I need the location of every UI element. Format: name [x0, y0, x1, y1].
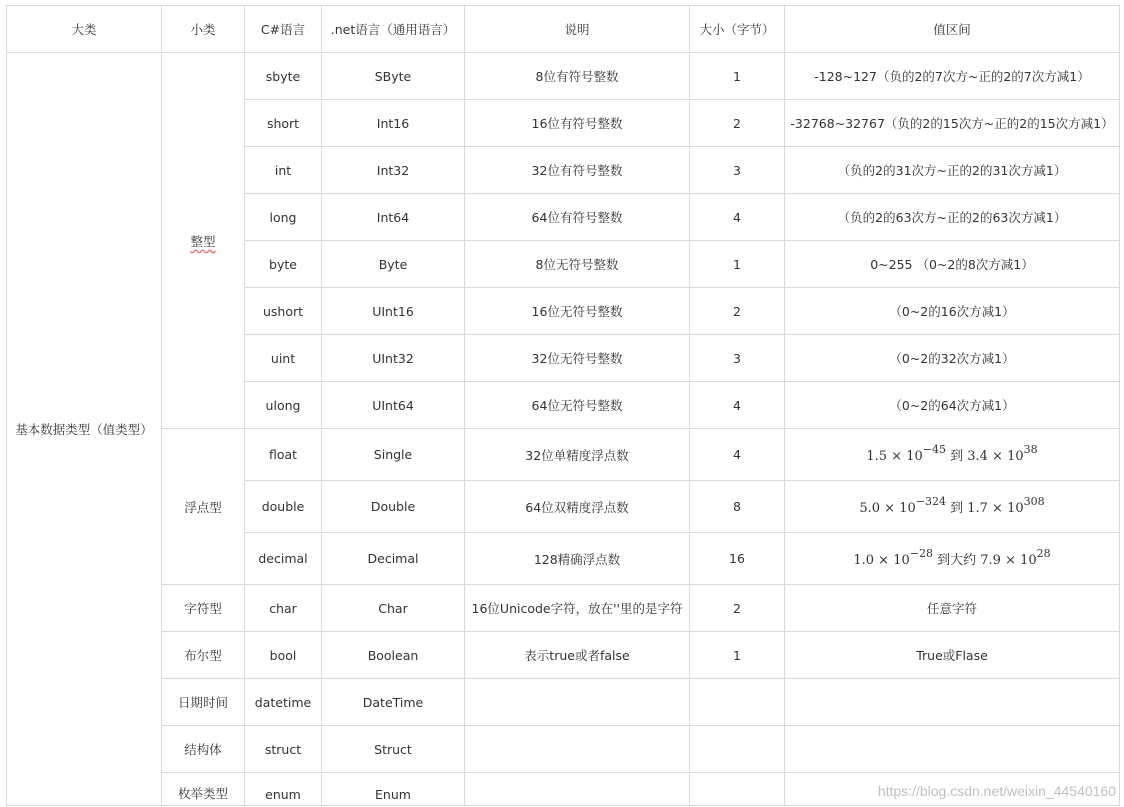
- data-types-table: [6, 5, 1120, 806]
- range: [785, 726, 1120, 773]
- description: 32位无符号整数: [465, 335, 690, 382]
- subcategory-enum: 枚举类型: [162, 773, 245, 806]
- range: True或Flase: [785, 632, 1120, 679]
- net-type: Single: [322, 429, 465, 481]
- size: 4: [690, 194, 785, 241]
- range-b: 到 1.7 × 10: [945, 501, 1024, 516]
- size: [690, 679, 785, 726]
- header-description: 说明: [465, 6, 690, 53]
- size: 3: [690, 335, 785, 382]
- size: 16: [690, 533, 785, 585]
- net-type: Double: [322, 481, 465, 533]
- header-dotnet: .net语言（通用语言）: [322, 6, 465, 53]
- description: 64位无符号整数: [465, 382, 690, 429]
- header-category: 大类: [7, 6, 162, 53]
- size: [690, 773, 785, 806]
- header-csharp: C#语言: [245, 6, 322, 53]
- range: （负的2的63次方~正的2的63次方减1）: [785, 194, 1120, 241]
- net-type: UInt64: [322, 382, 465, 429]
- description: 16位有符号整数: [465, 100, 690, 147]
- range-a: 1.5 × 10: [866, 449, 923, 464]
- size: 4: [690, 429, 785, 481]
- range-formula: [785, 429, 1120, 481]
- cs-type: bool: [245, 632, 322, 679]
- net-type: Int32: [322, 147, 465, 194]
- net-type: SByte: [322, 53, 465, 100]
- range: [785, 679, 1120, 726]
- cs-type: char: [245, 585, 322, 632]
- size: 2: [690, 100, 785, 147]
- header-subcategory: 小类: [162, 6, 245, 53]
- header-size: 大小（字节）: [690, 6, 785, 53]
- range-a: 5.0 × 10: [859, 501, 916, 516]
- net-type: UInt32: [322, 335, 465, 382]
- category-cell: 基本数据类型（值类型）: [7, 53, 162, 806]
- header-row: [7, 6, 1120, 53]
- size: 2: [690, 585, 785, 632]
- range-formula: [785, 533, 1120, 585]
- cs-type: enum: [245, 773, 322, 806]
- header-range: 值区间: [785, 6, 1120, 53]
- cs-type: ushort: [245, 288, 322, 335]
- subcategory-float: 浮点型: [162, 429, 245, 585]
- cs-type: struct: [245, 726, 322, 773]
- description: 32位有符号整数: [465, 147, 690, 194]
- description: [465, 773, 690, 806]
- range: 0~255 （0~2的8次方减1）: [785, 241, 1120, 288]
- net-type: Decimal: [322, 533, 465, 585]
- range-a-exponent: −324: [915, 495, 946, 508]
- description: 128精确浮点数: [465, 533, 690, 585]
- description: 64位双精度浮点数: [465, 481, 690, 533]
- size: [690, 726, 785, 773]
- subcategory-char: 字符型: [162, 585, 245, 632]
- description: 32位单精度浮点数: [465, 429, 690, 481]
- size: 4: [690, 382, 785, 429]
- cs-type: uint: [245, 335, 322, 382]
- size: 1: [690, 53, 785, 100]
- range: -128~127（负的2的7次方~正的2的7次方减1）: [785, 53, 1120, 100]
- cs-type: int: [245, 147, 322, 194]
- range-a-exponent: −45: [922, 443, 946, 456]
- range-formula: [785, 481, 1120, 533]
- table-row: [7, 53, 1120, 100]
- net-type: DateTime: [322, 679, 465, 726]
- size: 1: [690, 632, 785, 679]
- watermark-text: https://blog.csdn.net/weixin_44540160: [877, 783, 1116, 799]
- range: -32768~32767（负的2的15次方~正的2的15次方减1）: [785, 100, 1120, 147]
- cs-type: sbyte: [245, 53, 322, 100]
- range-b-exponent: 38: [1023, 443, 1038, 456]
- subcategory-integer: 整型: [162, 53, 245, 429]
- description: 表示true或者false: [465, 632, 690, 679]
- subcategory-bool: 布尔型: [162, 632, 245, 679]
- range-b-exponent: 308: [1023, 495, 1045, 508]
- cs-type: ulong: [245, 382, 322, 429]
- description: 8位无符号整数: [465, 241, 690, 288]
- description: 8位有符号整数: [465, 53, 690, 100]
- range: （0~2的32次方减1）: [785, 335, 1120, 382]
- range: （0~2的16次方减1）: [785, 288, 1120, 335]
- size: 8: [690, 481, 785, 533]
- net-type: Byte: [322, 241, 465, 288]
- description: 16位无符号整数: [465, 288, 690, 335]
- range-a-exponent: −28: [909, 547, 933, 560]
- table-row: [7, 726, 1120, 773]
- range: （负的2的31次方~正的2的31次方减1）: [785, 147, 1120, 194]
- cs-type: double: [245, 481, 322, 533]
- net-type: Char: [322, 585, 465, 632]
- net-type: Struct: [322, 726, 465, 773]
- range: 任意字符: [785, 585, 1120, 632]
- description: 16位Unicode字符，放在''里的是字符: [465, 585, 690, 632]
- table-row: [7, 679, 1120, 726]
- description: [465, 726, 690, 773]
- range-b: 到大约 7.9 × 10: [932, 553, 1037, 568]
- net-type: Int64: [322, 194, 465, 241]
- size: 3: [690, 147, 785, 194]
- range: （0~2的64次方减1）: [785, 382, 1120, 429]
- cs-type: datetime: [245, 679, 322, 726]
- net-type: Boolean: [322, 632, 465, 679]
- subcategory-datetime: 日期时间: [162, 679, 245, 726]
- subcategory-struct: 结构体: [162, 726, 245, 773]
- cs-type: byte: [245, 241, 322, 288]
- range-b: 到 3.4 × 10: [945, 449, 1024, 464]
- range-b-exponent: 28: [1036, 547, 1051, 560]
- size: 2: [690, 288, 785, 335]
- cs-type: short: [245, 100, 322, 147]
- size: 1: [690, 241, 785, 288]
- description: 64位有符号整数: [465, 194, 690, 241]
- net-type: Int16: [322, 100, 465, 147]
- net-type: UInt16: [322, 288, 465, 335]
- table-row: [7, 585, 1120, 632]
- cs-type: long: [245, 194, 322, 241]
- table-row: [7, 429, 1120, 481]
- net-type: Enum: [322, 773, 465, 806]
- description: [465, 679, 690, 726]
- table-row: [7, 632, 1120, 679]
- cs-type: decimal: [245, 533, 322, 585]
- range-a: 1.0 × 10: [853, 553, 910, 568]
- cs-type: float: [245, 429, 322, 481]
